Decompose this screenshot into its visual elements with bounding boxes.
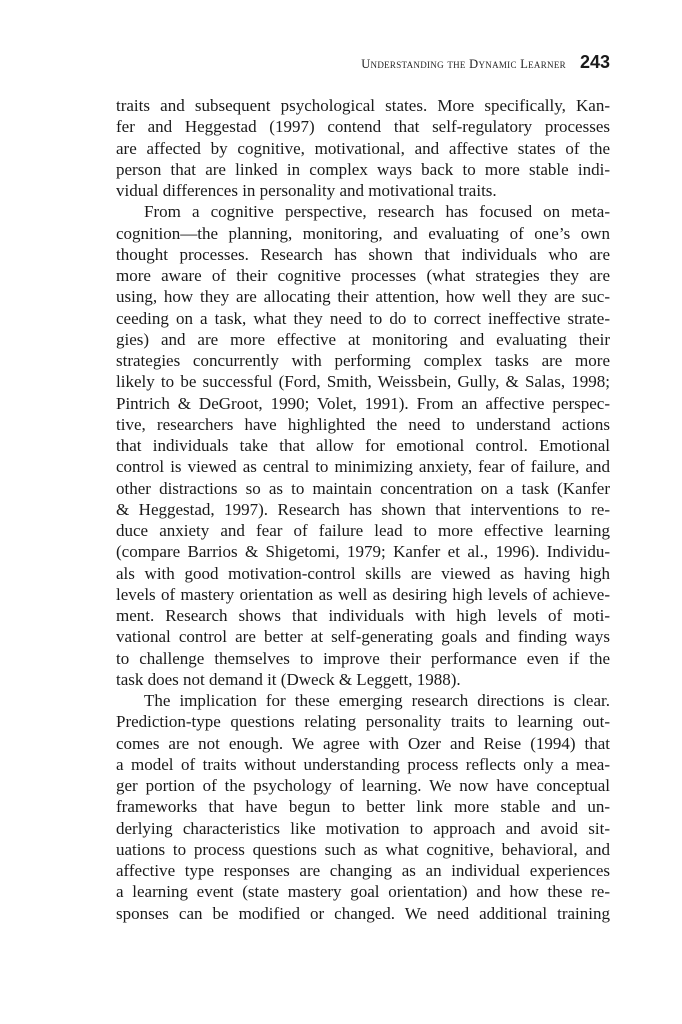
text-line: derlying characteristics like motivation to approach and avoid sit- bbox=[116, 818, 610, 838]
text-line: traits and subsequent psychological states. More specifically, Kan- bbox=[116, 96, 610, 115]
text-line: person that are linked in complex ways back to more stable indi- bbox=[116, 159, 610, 179]
text-line: fer and Heggestad (1997) contend that self-regulatory processes bbox=[116, 117, 610, 137]
text-line: task does not demand it (Dweck & Leggett, 1988). bbox=[116, 669, 461, 689]
text-line: cognition—the planning, monitoring, and evaluating of one’s own bbox=[116, 223, 610, 243]
text-line: are affected by cognitive, motivational, and affective states of the bbox=[116, 138, 610, 158]
text-line: a learning event (state mastery goal orientation) and how these re- bbox=[116, 882, 610, 902]
body-text bbox=[116, 95, 610, 924]
text-line: to challenge themselves to improve their performance even if the bbox=[116, 648, 610, 668]
text-line: frameworks that have begun to better link more stable and un- bbox=[116, 797, 610, 817]
text-line: likely to be successful (Ford, Smith, Weissbein, Gully, & Salas, 1998; bbox=[116, 372, 610, 392]
text-line: gies) and are more effective at monitoring and evaluating their bbox=[116, 329, 610, 349]
text-line: ment. Research shows that individuals with high levels of moti- bbox=[116, 606, 610, 625]
text-line: ger portion of the psychology of learning. We now have conceptual bbox=[116, 776, 610, 795]
text-line: using, how they are allocating their attention, how well they are suc- bbox=[116, 287, 610, 307]
text-line: vidual differences in personality and motivational traits. bbox=[116, 181, 497, 200]
text-line: duce anxiety and fear of failure lead to more effective learning bbox=[116, 521, 610, 540]
text-line: als with good motivation-control skills are viewed as having high bbox=[116, 563, 610, 583]
text-line: vational control are better at self-generating goals and finding ways bbox=[116, 627, 610, 647]
text-line: ceeding on a task, what they need to do to correct ineffective strate- bbox=[116, 308, 610, 328]
text-line: & Heggestad, 1997). Research has shown that interventions to re- bbox=[116, 499, 610, 519]
text-line: The implication for these emerging research directions is clear. bbox=[144, 691, 610, 710]
text-line: From a cognitive perspective, research has focused on meta- bbox=[144, 202, 610, 222]
text-line: (compare Barrios & Shigetomi, 1979; Kanfer et al., 1996). Individu- bbox=[116, 542, 610, 562]
text-line: other distractions so as to maintain concentration on a task (Kanfer bbox=[116, 478, 610, 498]
text-line: strategies concurrently with performing complex tasks are more bbox=[116, 351, 610, 370]
text-line: thought processes. Research has shown that individuals who are bbox=[116, 244, 610, 264]
text-line: a model of traits without understanding process reflects only a mea- bbox=[116, 754, 610, 774]
text-line: comes are not enough. We agree with Ozer and Reise (1994) that bbox=[116, 733, 610, 753]
text-line: Prediction-type questions relating personality traits to learning out- bbox=[116, 712, 610, 732]
text-line: more aware of their cognitive processes (what strategies they are bbox=[116, 266, 610, 285]
text-line: levels of mastery orientation as well as desiring high levels of achieve- bbox=[116, 584, 610, 604]
text-line: affective type responses are changing as an individual experiences bbox=[116, 861, 610, 880]
running-head-title: Understanding the Dynamic Learner bbox=[361, 57, 566, 71]
running-header bbox=[361, 52, 610, 73]
text-line: Pintrich & DeGroot, 1990; Volet, 1991). From an affective perspec- bbox=[116, 393, 610, 413]
text-line: sponses can be modified or changed. We need additional training bbox=[116, 903, 610, 923]
text-line: uations to process questions such as what cognitive, behavioral, and bbox=[116, 839, 610, 859]
text-line: control is viewed as central to minimizing anxiety, fear of failure, and bbox=[116, 457, 610, 477]
text-line: that individuals take that allow for emotional control. Emotional bbox=[116, 436, 610, 455]
page-number: 243 bbox=[579, 52, 610, 72]
text-line: tive, researchers have highlighted the need to understand actions bbox=[116, 414, 610, 434]
